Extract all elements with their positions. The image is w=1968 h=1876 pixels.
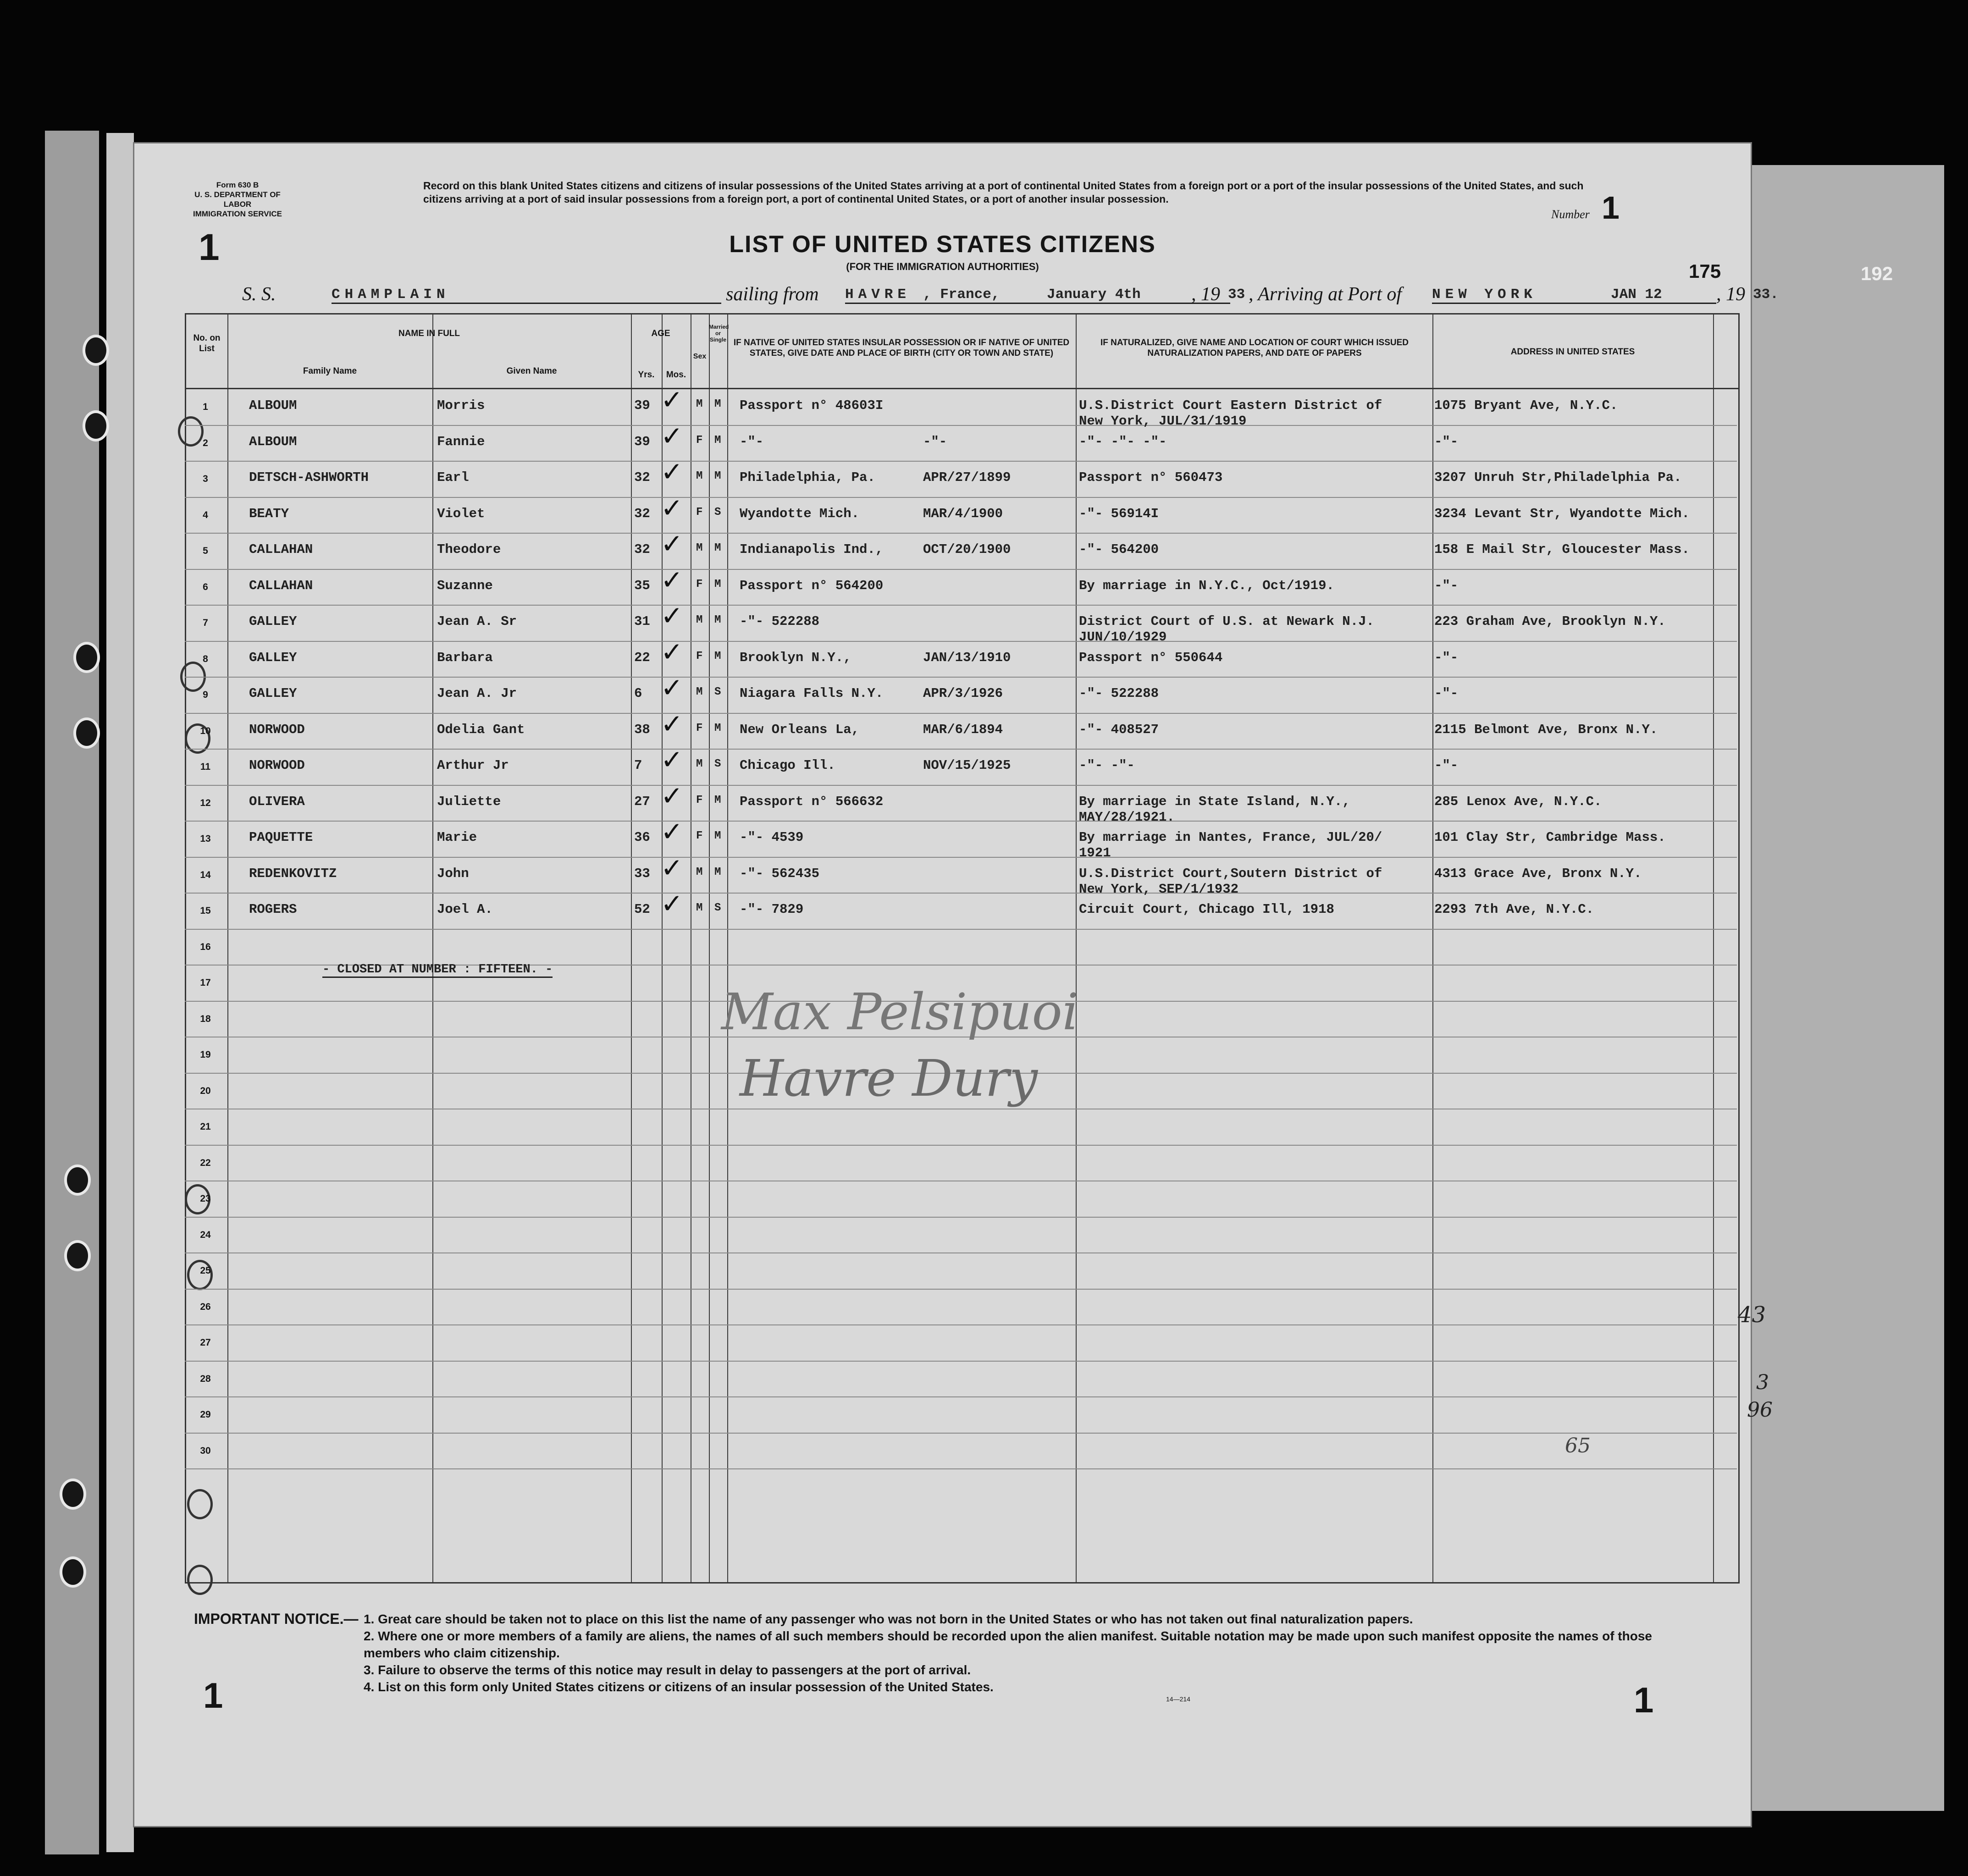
margin-note-96: 96 <box>1747 1398 1773 1422</box>
check-mark-icon: ✓ <box>661 564 683 596</box>
binder-strip-inner <box>106 133 134 1852</box>
sex-cell: M <box>696 398 703 410</box>
row-rule <box>185 497 1737 498</box>
row-number: 24 <box>200 1229 211 1240</box>
given-name-cell: Jean A. Sr <box>437 614 517 629</box>
row-number: 12 <box>200 797 211 808</box>
address-cell: 1075 Bryant Ave, N.Y.C. <box>1434 398 1618 413</box>
given-name-cell: Earl <box>437 470 469 485</box>
address-cell: -"- <box>1434 758 1459 773</box>
header-birth: IF NATIVE OF UNITED STATES INSULAR POSSESSION OR IF NATIVE OF UNITED STATES, GIVE DATE AND PLACE OF BIRTH (CITY OR TOWN AND STATE) <box>733 338 1070 358</box>
sex-cell: F <box>696 434 703 447</box>
check-mark-icon: ✓ <box>661 492 683 524</box>
sex-cell: M <box>696 866 703 878</box>
header-mos: Mos. <box>666 370 686 380</box>
age-years-cell: 6 <box>634 686 642 701</box>
ship-name: CHAMPLAIN <box>332 287 721 304</box>
sheet-number-175: 175 <box>1689 260 1721 282</box>
age-years-cell: 7 <box>634 758 642 773</box>
address-cell: 101 Clay Str, Cambridge Mass. <box>1434 830 1666 845</box>
address-cell: 158 E Mail Str, Gloucester Mass. <box>1434 542 1690 557</box>
family-name-cell: NORWOOD <box>249 758 305 773</box>
binder-hole <box>83 410 109 441</box>
page-number-bottom-left: 1 <box>203 1675 223 1716</box>
binder-hole <box>83 335 109 366</box>
age-years-cell: 38 <box>634 722 650 737</box>
binder-hole <box>64 1164 91 1196</box>
binder-hole <box>73 642 100 673</box>
address-cell: -"- <box>1434 686 1459 701</box>
year-prefix-2: , 19 <box>1716 284 1745 305</box>
row-rule <box>185 677 1737 678</box>
given-name-cell: Marie <box>437 830 477 845</box>
address-cell: 3234 Levant Str, Wyandotte Mich. <box>1434 506 1690 521</box>
number-value: 1 <box>1602 190 1620 226</box>
given-name-cell: John <box>437 866 469 881</box>
check-mark-icon: ✓ <box>661 780 683 811</box>
birth-info-cell: Indianapolis Ind., <box>740 542 884 557</box>
sheet-number-192: 192 <box>1861 263 1893 284</box>
row-number: 7 <box>203 618 208 628</box>
given-name-cell: Barbara <box>437 650 493 665</box>
age-years-cell: 31 <box>634 614 650 629</box>
address-cell: 2115 Belmont Ave, Bronx N.Y. <box>1434 722 1658 737</box>
row-number: 1 <box>203 402 208 412</box>
marital-status-cell: M <box>714 578 721 590</box>
age-years-cell: 39 <box>634 434 650 449</box>
row-rule <box>185 461 1737 462</box>
row-number: 18 <box>200 1013 211 1024</box>
family-name-cell: DETSCH-ASHWORTH <box>249 470 369 485</box>
family-name-cell: PAQUETTE <box>249 830 313 845</box>
given-name-cell: Theodore <box>437 542 501 557</box>
sex-cell: F <box>696 506 703 519</box>
header-age: AGE <box>651 329 670 338</box>
family-name-cell: OLIVERA <box>249 794 305 809</box>
check-mark-icon: ✓ <box>661 600 683 631</box>
birth-date-cell: APR/3/1926 <box>923 686 1003 701</box>
page-subtitle: (FOR THE IMMIGRATION AUTHORITIES) <box>846 261 1039 272</box>
row-number: 17 <box>200 977 211 988</box>
naturalization-cell: -"- -"- -"- <box>1079 434 1167 449</box>
binder-strip-right <box>1752 165 1944 1811</box>
given-name-cell: Juliette <box>437 794 501 809</box>
row-rule <box>185 857 1737 858</box>
given-name-cell: Violet <box>437 506 485 521</box>
closed-note: - CLOSED AT NUMBER : FIFTEEN. - <box>322 963 553 978</box>
binder-hole <box>60 1479 86 1510</box>
naturalization-cell: Circuit Court, Chicago Ill, 1918 <box>1079 902 1334 917</box>
naturalization-cell-line-2: MAY/28/1921. <box>1079 809 1175 825</box>
row-number: 16 <box>200 941 211 952</box>
naturalization-cell: Passport n° 560473 <box>1079 470 1223 485</box>
ss-label: S. S. <box>242 284 276 305</box>
naturalization-cell: District Court of U.S. at Newark N.J. <box>1079 614 1374 629</box>
row-number: 2 <box>203 437 208 448</box>
row-number: 6 <box>203 581 208 592</box>
given-name-cell: Jean A. Jr <box>437 686 517 701</box>
row-number: 3 <box>203 474 208 484</box>
row-number: 10 <box>200 725 211 736</box>
margin-note-3: 3 <box>1756 1371 1769 1394</box>
row-number: 14 <box>200 869 211 880</box>
row-number: 29 <box>200 1409 211 1420</box>
row-rule <box>185 425 1737 426</box>
marital-status-cell: S <box>714 506 721 519</box>
check-mark-icon: ✓ <box>661 420 683 452</box>
family-name-cell: ALBOUM <box>249 398 297 413</box>
form-code: 14—214 <box>1166 1695 1190 1703</box>
naturalization-cell-line-2: New York, JUL/31/1919 <box>1079 414 1247 429</box>
row-rule <box>185 1289 1737 1290</box>
row-number: 20 <box>200 1085 211 1096</box>
header-no-on-list: No. on List <box>193 333 221 353</box>
birth-info-cell: -"- 7829 <box>740 902 804 917</box>
row-rule <box>185 641 1737 642</box>
sex-cell: M <box>696 758 703 770</box>
sex-cell: F <box>696 794 703 806</box>
birth-info-cell: Passport n° 48603I <box>740 398 884 413</box>
sex-cell: M <box>696 542 703 554</box>
sex-cell: M <box>696 470 703 482</box>
check-mark-icon: ✓ <box>661 888 683 919</box>
check-mark-icon: ✓ <box>661 744 683 775</box>
header-name-in-full: NAME IN FULL <box>398 329 460 338</box>
marital-status-cell: S <box>714 902 721 914</box>
marital-status-cell: M <box>714 866 721 878</box>
row-number: 21 <box>200 1121 211 1132</box>
form-number: Form 630 B <box>216 181 259 189</box>
binder-hole <box>73 717 100 749</box>
row-number: 8 <box>203 653 208 664</box>
row-rule <box>185 1217 1737 1218</box>
number-label: Number <box>1551 208 1590 221</box>
page-number-top-left: 1 <box>199 226 220 268</box>
family-name-cell: ROGERS <box>249 902 297 917</box>
naturalization-cell: By marriage in Nantes, France, JUL/20/ <box>1079 830 1382 845</box>
row-rule <box>185 1361 1737 1362</box>
address-cell: 2293 7th Ave, N.Y.C. <box>1434 902 1594 917</box>
marital-status-cell: M <box>714 398 721 410</box>
birth-info-cell: Passport n° 566632 <box>740 794 884 809</box>
family-name-cell: ALBOUM <box>249 434 297 449</box>
row-rule <box>185 1324 1737 1325</box>
birth-info-cell: -"- 4539 <box>740 830 804 845</box>
header-given-name: Given Name <box>506 366 557 376</box>
notice-item-1: 1. Great care should be taken not to place on this list the name of any passenger who was not born in the United States or who has not taken out final naturalization papers. <box>364 1612 1413 1626</box>
naturalization-cell-line-2: JUN/10/1929 <box>1079 629 1167 645</box>
row-rule <box>185 929 1737 930</box>
header-yrs: Yrs. <box>638 370 655 380</box>
naturalization-cell: -"- 522288 <box>1079 686 1159 701</box>
birth-info-cell: -"- 562435 <box>740 866 820 881</box>
check-mark-icon: ✓ <box>661 456 683 487</box>
given-name-cell: Fannie <box>437 434 485 449</box>
row-rule <box>185 1396 1737 1397</box>
naturalization-cell: -"- 56914I <box>1079 506 1159 521</box>
address-cell: 3207 Unruh Str,Philadelphia Pa. <box>1434 470 1682 485</box>
given-name-cell: Joel A. <box>437 902 493 917</box>
signature-line-2: Havre Dury <box>740 1049 1038 1108</box>
row-number: 9 <box>203 690 208 700</box>
address-cell: -"- <box>1434 578 1459 593</box>
marital-status-cell: M <box>714 434 721 447</box>
given-name-cell: Morris <box>437 398 485 413</box>
marital-status-cell: M <box>714 650 721 662</box>
service-name: IMMIGRATION SERVICE <box>193 210 282 218</box>
birth-date-cell: OCT/20/1900 <box>923 542 1011 557</box>
naturalization-cell: -"- 408527 <box>1079 722 1159 737</box>
family-name-cell: CALLAHAN <box>249 578 313 593</box>
row-number: 15 <box>200 905 211 916</box>
family-name-cell: BEATY <box>249 506 289 521</box>
birth-info-cell: -"- 522288 <box>740 614 820 629</box>
department-name: U. S. DEPARTMENT OF LABOR <box>194 190 281 209</box>
row-rule <box>185 569 1737 570</box>
birth-date-cell: MAR/4/1900 <box>923 506 1003 521</box>
row-number: 13 <box>200 833 211 844</box>
row-number: 11 <box>200 761 211 772</box>
binder-hole <box>60 1556 86 1588</box>
address-cell: 223 Graham Ave, Brooklyn N.Y. <box>1434 614 1666 629</box>
marital-status-cell: M <box>714 542 721 554</box>
marital-status-cell: M <box>714 722 721 734</box>
row-number: 25 <box>200 1265 211 1276</box>
marital-status-cell: S <box>714 686 721 698</box>
signature-line-1: Max Pelsipuoi <box>721 982 1078 1041</box>
family-name-cell: REDENKOVITZ <box>249 866 337 881</box>
address-cell: 285 Lenox Ave, N.Y.C. <box>1434 794 1602 809</box>
naturalization-cell: Passport n° 550644 <box>1079 650 1223 665</box>
row-number: 19 <box>200 1049 211 1060</box>
birth-date-cell: -"- <box>923 434 947 449</box>
check-mark-icon: ✓ <box>661 528 683 559</box>
birth-date-cell: JAN/13/1910 <box>923 650 1011 665</box>
country: , France, <box>923 287 1000 303</box>
row-number: 28 <box>200 1373 211 1384</box>
row-rule <box>185 533 1737 534</box>
header-family-name: Family Name <box>303 366 357 376</box>
birth-info-cell: Passport n° 564200 <box>740 578 884 593</box>
notice-item-4: 4. List on this form only United States citizens or citizens of an insular possession of the United States. <box>364 1680 994 1694</box>
naturalization-cell: U.S.District Court Eastern District of <box>1079 398 1382 413</box>
row-number: 23 <box>200 1193 211 1204</box>
row-rule <box>185 1145 1737 1146</box>
check-mark-icon: ✓ <box>661 636 683 668</box>
age-years-cell: 32 <box>634 506 650 521</box>
check-mark-icon: ✓ <box>661 708 683 739</box>
row-number: 4 <box>203 509 208 520</box>
given-name-cell: Odelia Gant <box>437 722 525 737</box>
row-number: 22 <box>200 1157 211 1168</box>
given-name-cell: Suzanne <box>437 578 493 593</box>
header-sex: Sex <box>693 353 707 360</box>
naturalization-cell: -"- -"- <box>1079 758 1135 773</box>
sex-cell: F <box>696 830 703 842</box>
header-address: ADDRESS IN UNITED STATES <box>1510 347 1635 357</box>
page-number-bottom-right: 1 <box>1634 1680 1654 1720</box>
age-years-cell: 39 <box>634 398 650 413</box>
birth-info-cell: New Orleans La, <box>740 722 860 737</box>
family-name-cell: NORWOOD <box>249 722 305 737</box>
row-rule <box>185 893 1737 894</box>
family-name-cell: GALLEY <box>249 614 297 629</box>
family-name-cell: GALLEY <box>249 686 297 701</box>
naturalization-cell-line-2: 1921 <box>1079 845 1111 861</box>
year-prefix-1: , 19 <box>1191 284 1220 305</box>
address-cell: -"- <box>1434 650 1459 665</box>
sex-cell: M <box>696 686 703 698</box>
birth-date-cell: APR/27/1899 <box>923 470 1011 485</box>
passenger-table <box>185 313 1740 1584</box>
sex-cell: M <box>696 902 703 914</box>
form-instructions: Record on this blank United States citizens and citizens of insular possessions of the United States arriving at a port of continental United States from a foreign port or a port of the insular possessions of the United States, and such citizens arriving at a port of said insular possessions from a foreign port, a port of continental United States, or a port of another insular possession. <box>423 180 1584 205</box>
row-number: 30 <box>200 1445 211 1456</box>
family-name-cell: GALLEY <box>249 650 297 665</box>
row-rule <box>185 605 1737 606</box>
naturalization-cell: By marriage in N.Y.C., Oct/1919. <box>1079 578 1334 593</box>
year-2: 33. <box>1753 287 1779 303</box>
age-years-cell: 52 <box>634 902 650 917</box>
family-name-cell: CALLAHAN <box>249 542 313 557</box>
row-rule <box>185 713 1737 714</box>
sex-cell: M <box>696 614 703 626</box>
notice-heading: IMPORTANT NOTICE.— <box>194 1611 359 1627</box>
birth-info-cell: Brooklyn N.Y., <box>740 650 851 665</box>
check-mark-icon: ✓ <box>661 384 683 415</box>
marital-status-cell: M <box>714 470 721 482</box>
age-years-cell: 36 <box>634 830 650 845</box>
port-to: NEW YORK <box>1432 287 1716 304</box>
age-years-cell: 32 <box>634 542 650 557</box>
date-from: January 4th <box>1047 287 1141 303</box>
marital-status-cell: M <box>714 794 721 806</box>
binder-strip-left <box>45 131 99 1854</box>
given-name-cell: Arthur Jr <box>437 758 509 773</box>
birth-info-cell: Niagara Falls N.Y. <box>740 686 884 701</box>
address-cell: 4313 Grace Ave, Bronx N.Y. <box>1434 866 1642 881</box>
naturalization-cell: By marriage in State Island, N.Y., <box>1079 794 1350 809</box>
sex-cell: F <box>696 722 703 734</box>
notice-item-2: 2. Where one or more members of a family are aliens, the names of all such members should be recorded upon the alien manifest. Suitable notation may be made upon such manifest opposite the names of those members who claim citizenship. <box>364 1629 1652 1660</box>
age-years-cell: 33 <box>634 866 650 881</box>
age-years-cell: 22 <box>634 650 650 665</box>
date-to: JAN 12 <box>1611 287 1662 303</box>
header-naturalized: IF NATURALIZED, GIVE NAME AND LOCATION OF COURT WHICH ISSUED NATURALIZATION PAPERS, AND DATE OF PAPERS <box>1100 338 1409 358</box>
birth-date-cell: MAR/6/1894 <box>923 722 1003 737</box>
handwritten-65: 65 <box>1565 1434 1591 1457</box>
age-years-cell: 35 <box>634 578 650 593</box>
row-rule <box>185 821 1737 822</box>
row-rule <box>185 749 1737 750</box>
page-title: LIST OF UNITED STATES CITIZENS <box>729 231 1156 258</box>
age-years-cell: 27 <box>634 794 650 809</box>
row-number: 27 <box>200 1337 211 1348</box>
birth-info-cell: Chicago Ill. <box>740 758 835 773</box>
naturalization-cell: -"- 564200 <box>1079 542 1159 557</box>
naturalization-cell-line-2: New York, SEP/1/1932 <box>1079 881 1239 897</box>
header-married: Married or Single <box>709 324 729 343</box>
age-years-cell: 32 <box>634 470 650 485</box>
port-from: HAVRE <box>845 287 1230 304</box>
margin-note-43: 43 <box>1738 1302 1766 1328</box>
check-mark-icon: ✓ <box>661 672 683 703</box>
row-rule <box>185 785 1737 786</box>
row-rule <box>185 1433 1737 1434</box>
naturalization-cell: U.S.District Court,Soutern District of <box>1079 866 1382 881</box>
sex-cell: F <box>696 578 703 590</box>
birth-info-cell: Philadelphia, Pa. <box>740 470 875 485</box>
year-1: 33 <box>1228 287 1245 303</box>
binder-hole <box>64 1240 91 1271</box>
row-rule <box>185 1468 1737 1469</box>
birth-info-cell: -"- <box>740 434 764 449</box>
birth-date-cell: NOV/15/1925 <box>923 758 1011 773</box>
form-identifier <box>185 180 290 219</box>
sailing-label: sailing from <box>726 284 819 305</box>
address-cell: -"- <box>1434 434 1459 449</box>
marital-status-cell: S <box>714 758 721 770</box>
birth-info-cell: Wyandotte Mich. <box>740 506 860 521</box>
sex-cell: F <box>696 650 703 662</box>
arriving-label: , Arriving at Port of <box>1249 284 1402 305</box>
check-mark-icon: ✓ <box>661 816 683 847</box>
marital-status-cell: M <box>714 614 721 626</box>
notice-item-3: 3. Failure to observe the terms of this notice may result in delay to passengers at the port of arrival. <box>364 1663 971 1677</box>
row-number: 5 <box>203 546 208 556</box>
marital-status-cell: M <box>714 830 721 842</box>
check-mark-icon: ✓ <box>661 852 683 883</box>
row-number: 26 <box>200 1301 211 1312</box>
